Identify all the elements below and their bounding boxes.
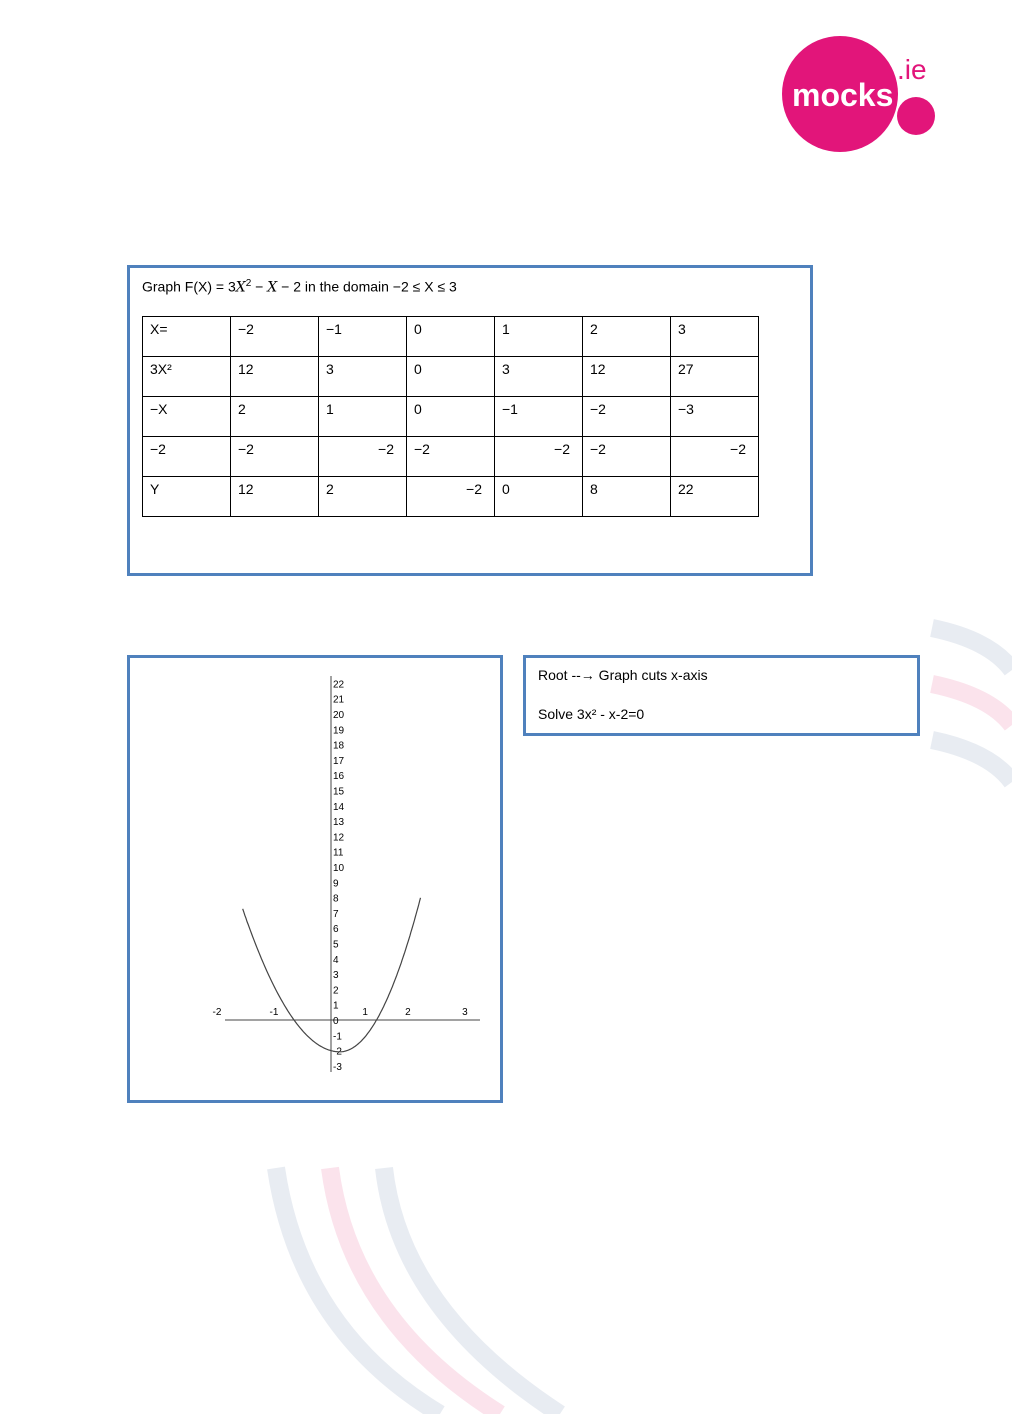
y-tick-label: 0 [333,1016,339,1027]
row-header-cell: −2 [143,437,231,477]
y-tick-label: 16 [333,771,345,783]
table-cell: −2 [671,437,759,477]
x-tick-label: -1 [269,1007,279,1018]
y-tick-label: 3 [333,970,339,982]
y-tick-label: 12 [333,832,345,844]
y-tick-label: 13 [333,817,345,829]
y-tick-label: 14 [333,801,345,813]
table-cell: −3 [671,397,759,437]
y-tick-label: -3 [333,1061,342,1073]
table-row [143,357,759,397]
table-cell: 12 [583,357,671,397]
x-tick-label: 3 [462,1007,468,1018]
table-cell: 0 [407,397,495,437]
table-cell: −2 [231,317,319,357]
graph-box [127,655,503,1103]
table-cell: −1 [495,397,583,437]
mocks-logo [778,32,943,157]
y-tick-label: -1 [333,1031,342,1043]
x-tick-label: -2 [212,1007,222,1018]
y-tick-label: 7 [333,908,339,920]
table-cell: 2 [319,477,407,517]
y-tick-label: 4 [333,954,339,966]
y-tick-label: 9 [333,878,339,890]
root-note-box [523,655,920,736]
y-tick-label: -2 [333,1046,342,1058]
y-tick-label: 8 [333,893,339,905]
table-cell: 3 [319,357,407,397]
table-cell: 0 [407,357,495,397]
y-tick-label: 1 [333,1000,339,1012]
table-cell: −1 [319,317,407,357]
y-tick-label: 5 [333,939,339,951]
y-tick-label: 6 [333,924,339,936]
table-cell: 22 [671,477,759,517]
y-tick-label: 19 [333,725,345,737]
table-cell: 2 [231,397,319,437]
root-line-1: Root --→ Graph cuts x-axis [538,667,708,683]
table-row [143,477,759,517]
y-tick-label: 15 [333,786,345,798]
row-header-cell: −X [143,397,231,437]
y-tick-label: 10 [333,863,345,874]
y-tick-label: 22 [333,679,345,691]
table-cell: −2 [583,397,671,437]
y-tick-label: 11 [333,847,344,859]
table-cell: 3 [671,317,759,357]
table-cell: 12 [231,477,319,517]
table-cell: 0 [495,477,583,517]
y-tick-label: 18 [333,740,345,752]
row-header-cell: 3X² [143,357,231,397]
row-header-cell: X= [143,317,231,357]
table-row [143,317,759,357]
table-cell: 0 [407,317,495,357]
table-cell: 8 [583,477,671,517]
parabola-chart [130,658,500,1100]
table-box-title: Graph $F(X) = 3X^2 - X - 2$ in the domain −2 ≤ X ≤ 3 [142,278,457,296]
values-table [142,316,759,517]
table-cell: 3 [495,357,583,397]
y-tick-label: 21 [333,694,345,706]
y-tick-label: 17 [333,755,345,767]
table-cell: 1 [495,317,583,357]
table-cell: −2 [231,437,319,477]
table-cell: −2 [407,477,495,517]
table-row [143,437,759,477]
table-cell: 1 [319,397,407,437]
y-tick-label: 20 [333,710,345,721]
table-cell: −2 [407,437,495,477]
parabola-curve [243,898,421,1052]
table-cell: 12 [231,357,319,397]
y-tick-label: 2 [333,985,339,997]
root-line-2: Solve 3x² - x-2=0 [538,706,645,722]
table-row [143,397,759,437]
table-cell: 2 [583,317,671,357]
logo-suffix: .ie [897,54,927,85]
row-header-cell: Y [143,477,231,517]
logo-text: mocks [792,77,894,113]
x-tick-label: 2 [405,1007,411,1018]
table-cell: −2 [319,437,407,477]
function-table-box [127,265,813,576]
table-cell: −2 [495,437,583,477]
table-cell: −2 [583,437,671,477]
x-tick-label: 1 [362,1007,368,1018]
table-cell: 27 [671,357,759,397]
